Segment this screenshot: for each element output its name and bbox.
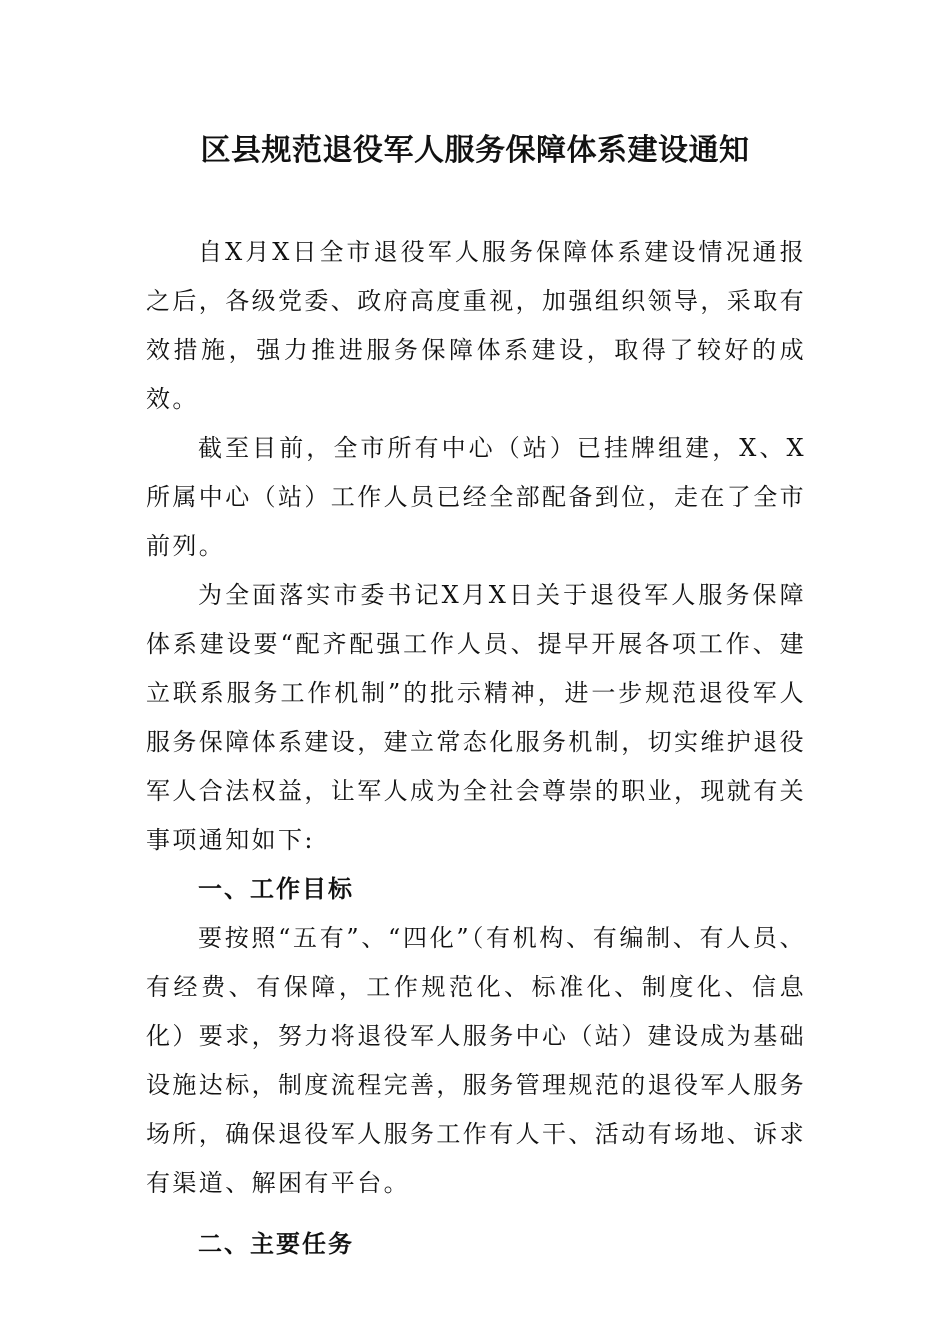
document-title: 区县规范退役军人服务保障体系建设通知 [200, 133, 750, 168]
paragraph-progress: 截至目前，全市所有中心（站）已挂牌组建，X、X所属中心（站）工作人员已经全部配备到位，走在了全市前列。 [146, 434, 806, 560]
document-body [146, 228, 806, 1269]
paragraph-intro: 自X月X日全市退役军人服务保障体系建设情况通报之后，各级党委、政府高度重视，加强组织领导，采取有效措施，强力推进服务保障体系建设，取得了较好的成效。 [146, 238, 806, 413]
section-heading-goals: 一、工作目标 [198, 875, 354, 903]
section-heading-tasks: 二、主要任务 [198, 1230, 354, 1258]
paragraph-goals: 要按照“五有”、“四化”（有机构、有编制、有人员、有经费、有保障，工作规范化、标准化、制度化、信息化）要求，努力将退役军人服务中心（站）建设成为基础设施达标，制度流程完善，服务管理规范的退役军人服务场所，确保退役军人服务工作有人干、活动有场地、诉求有渠道、解困有平台。 [146, 924, 806, 1197]
paragraph-purpose: 为全面落实市委书记X月X日关于退役军人服务保障体系建设要“配齐配强工作人员、提早开展各项工作、建立联系服务工作机制”的批示精神，进一步规范退役军人服务保障体系建设，建立常态化服务机制，切实维护退役军人合法权益，让军人成为全社会尊崇的职业，现就有关事项通知如下: [146, 581, 806, 854]
